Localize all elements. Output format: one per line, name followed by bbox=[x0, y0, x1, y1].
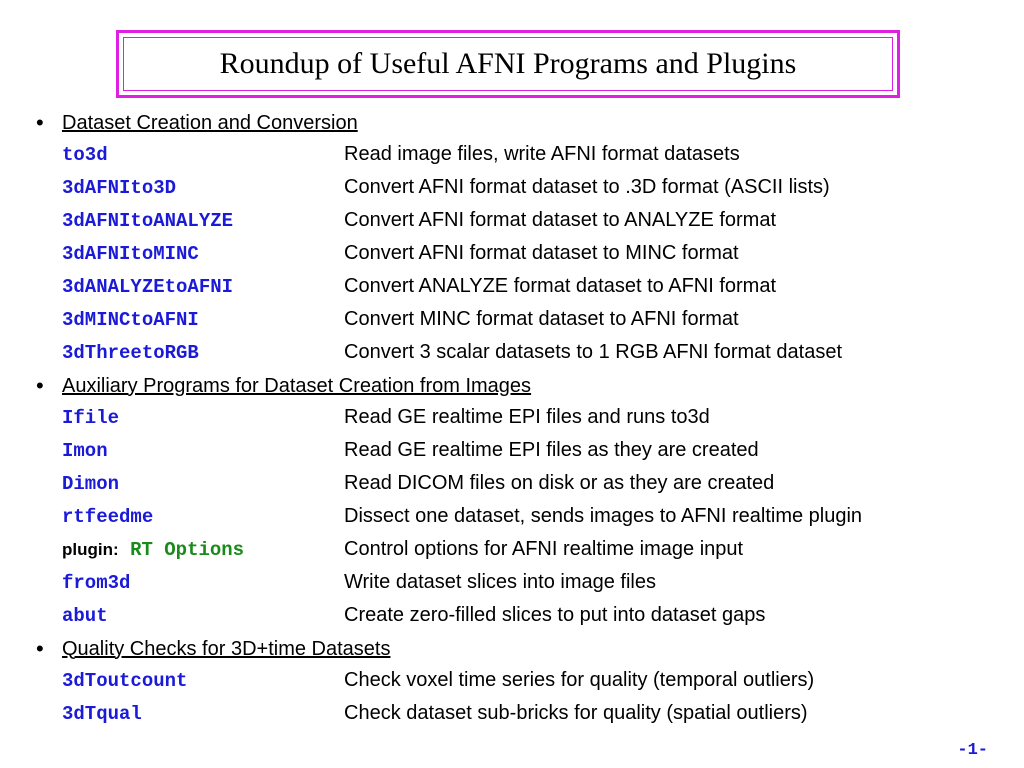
section-title: Quality Checks for 3D+time Datasets bbox=[62, 637, 391, 660]
bullet-icon: • bbox=[36, 636, 44, 661]
section-header bbox=[0, 633, 1024, 665]
bullet-icon: • bbox=[36, 110, 44, 135]
program-name bbox=[62, 506, 153, 528]
program-row bbox=[0, 665, 1024, 698]
program-name bbox=[62, 243, 199, 265]
program-label: rtfeedme bbox=[62, 506, 154, 528]
program-description: Check dataset sub-bricks for quality (spatial outliers) bbox=[344, 702, 808, 724]
program-row bbox=[0, 435, 1024, 468]
program-description: Read DICOM files on disk or as they are created bbox=[344, 472, 775, 494]
program-description: Convert AFNI format dataset to .3D format (ASCII lists) bbox=[344, 176, 830, 198]
program-row bbox=[0, 402, 1024, 435]
program-list bbox=[0, 107, 1024, 731]
program-label: 3dANALYZEtoAFNI bbox=[62, 276, 234, 298]
program-row bbox=[0, 172, 1024, 205]
program-description: Convert ANALYZE format dataset to AFNI format bbox=[344, 275, 777, 297]
program-row bbox=[0, 698, 1024, 731]
program-label: 3dToutcount bbox=[62, 670, 188, 692]
program-row bbox=[0, 139, 1024, 172]
program-row bbox=[0, 304, 1024, 337]
plugin-name bbox=[62, 539, 244, 561]
program-label: to3d bbox=[62, 144, 108, 166]
program-description: Write dataset slices into image files bbox=[344, 571, 656, 593]
program-label: 3dMINCtoAFNI bbox=[62, 309, 199, 331]
program-name bbox=[62, 276, 233, 298]
program-label: 3dAFNItoANALYZE bbox=[62, 210, 234, 232]
title-inner-frame bbox=[123, 37, 893, 91]
program-name bbox=[62, 703, 142, 725]
program-description: Check voxel time series for quality (temporal outliers) bbox=[344, 669, 815, 691]
section-title: Auxiliary Programs for Dataset Creation from Images bbox=[62, 374, 532, 397]
program-row bbox=[0, 534, 1024, 567]
program-name bbox=[62, 440, 108, 462]
program-row bbox=[0, 600, 1024, 633]
program-label: 3dTqual bbox=[62, 703, 142, 725]
program-description: Dissect one dataset, sends images to AFNI realtime plugin bbox=[344, 505, 863, 527]
program-name bbox=[62, 342, 199, 364]
program-name bbox=[62, 670, 187, 692]
program-description: Read image files, write AFNI format datasets bbox=[344, 143, 740, 165]
program-label: abut bbox=[62, 605, 108, 627]
program-label: from3d bbox=[62, 572, 131, 594]
program-row bbox=[0, 337, 1024, 370]
program-name bbox=[62, 473, 119, 495]
slide-title: Roundup of Useful AFNI Programs and Plugins bbox=[219, 47, 797, 80]
program-description: Convert AFNI format dataset to MINC format bbox=[344, 242, 739, 264]
program-label: Dimon bbox=[62, 473, 120, 495]
page-number: -1- bbox=[957, 741, 988, 760]
program-description: Control options for AFNI realtime image input bbox=[344, 538, 744, 560]
program-label: 3dAFNItoMINC bbox=[62, 243, 199, 265]
program-row bbox=[0, 501, 1024, 534]
program-description: Create zero-filled slices to put into dataset gaps bbox=[344, 604, 766, 626]
program-name bbox=[62, 309, 199, 331]
program-description: Read GE realtime EPI files as they are created bbox=[344, 439, 759, 461]
program-description: Convert AFNI format dataset to ANALYZE format bbox=[344, 209, 777, 231]
title-frame bbox=[116, 30, 900, 98]
program-label: RT Options bbox=[130, 539, 245, 561]
program-name bbox=[62, 210, 233, 232]
bullet-icon: • bbox=[36, 373, 44, 398]
program-label: Ifile bbox=[62, 407, 120, 429]
program-name bbox=[62, 605, 108, 627]
program-label: 3dAFNIto3D bbox=[62, 177, 177, 199]
program-name bbox=[62, 572, 130, 594]
section-title: Dataset Creation and Conversion bbox=[62, 111, 358, 134]
program-description: Convert MINC format dataset to AFNI format bbox=[344, 308, 739, 330]
program-description: Convert 3 scalar datasets to 1 RGB AFNI format dataset bbox=[344, 341, 842, 363]
program-label: Imon bbox=[62, 440, 108, 462]
program-name bbox=[62, 177, 176, 199]
program-label: 3dThreetoRGB bbox=[62, 342, 199, 364]
program-row bbox=[0, 205, 1024, 238]
program-row bbox=[0, 468, 1024, 501]
program-name bbox=[62, 144, 108, 166]
program-row bbox=[0, 567, 1024, 600]
section-header bbox=[0, 107, 1024, 139]
program-row bbox=[0, 238, 1024, 271]
program-row bbox=[0, 271, 1024, 304]
section-header bbox=[0, 370, 1024, 402]
program-name bbox=[62, 407, 119, 429]
program-description: Read GE realtime EPI files and runs to3d bbox=[344, 406, 710, 428]
plugin-prefix: plugin: bbox=[62, 540, 119, 559]
